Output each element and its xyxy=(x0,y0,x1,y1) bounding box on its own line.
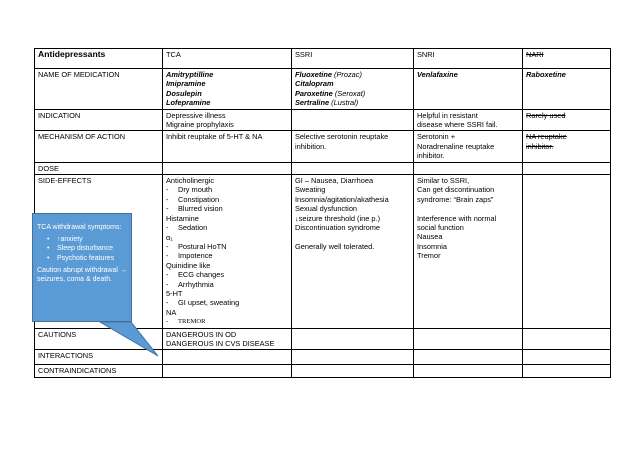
se-heading: 5-HT xyxy=(166,288,183,298)
snri-dose xyxy=(414,162,523,174)
label-contraindications: CONTRAINDICATIONS xyxy=(35,365,163,377)
callout-title: TCA withdrawal symptoms: xyxy=(37,224,122,231)
tca-withdrawal-callout xyxy=(32,213,132,322)
nari-indication: Rarely used xyxy=(523,109,611,131)
snri-side-effects xyxy=(414,175,523,329)
row-dose xyxy=(35,162,611,174)
tca-med: Lofepramine xyxy=(166,98,211,108)
nari-mechanism-line: inhibitor. xyxy=(526,141,554,151)
tca-cautions xyxy=(163,328,292,350)
row-interactions xyxy=(35,350,611,365)
tca-mechanism: Inhibit reuptake of 5-HT & NA xyxy=(163,131,292,162)
snri-medication: Venlafaxine xyxy=(414,69,523,110)
ssri-cautions xyxy=(292,328,414,350)
snri-se-line: Nausea xyxy=(417,232,443,242)
snri-se-line: Tremor xyxy=(417,251,441,261)
snri-mechanism xyxy=(414,131,523,162)
header-nari: NARI xyxy=(523,49,611,69)
ssri-interactions xyxy=(292,350,414,365)
tca-indication-line: Depressive illness xyxy=(166,110,226,120)
ssri-side-effects xyxy=(292,175,414,329)
nari-interactions xyxy=(523,350,611,365)
tca-medications xyxy=(163,69,292,110)
se-heading: α₁ xyxy=(166,232,173,242)
tca-indication xyxy=(163,109,292,131)
ssri-med: Fluoxetine xyxy=(295,70,332,79)
ssri-medications xyxy=(292,69,414,110)
row-mechanism xyxy=(35,131,611,162)
callout-item: • ↑anxiety xyxy=(57,235,128,244)
ssri-mechanism-line: inhibition. xyxy=(295,141,327,151)
ssri-med: Paroxetine xyxy=(295,88,333,98)
tca-contraindications xyxy=(163,365,292,377)
se-item: - Sedation xyxy=(166,223,288,232)
label-interactions: INTERACTIONS xyxy=(35,350,163,365)
nari-medication: Raboxetine xyxy=(523,69,611,110)
label-indication: INDICATION xyxy=(35,109,163,131)
nari-cautions xyxy=(523,328,611,350)
se-heading: NA xyxy=(166,307,177,317)
header-tca: TCA xyxy=(163,49,292,69)
se-item: - Constipation xyxy=(166,195,288,204)
ssri-se-line: Sweating xyxy=(295,185,326,195)
tca-interactions xyxy=(163,350,292,365)
tca-med: Dosulepin xyxy=(166,88,202,98)
ssri-se-line: Sexual dysfunction xyxy=(295,204,358,214)
nari-dose xyxy=(523,162,611,174)
callout-list xyxy=(37,235,128,263)
callout-caution: Caution abrupt withdrawal → seizures, coma & death. xyxy=(37,266,127,284)
header-antidepressants: Antidepressants xyxy=(35,49,163,69)
se-item: - Postural HoTN xyxy=(166,242,288,251)
snri-indication-line: Helpful in resistant xyxy=(417,110,478,120)
se-item: - Impotence xyxy=(166,251,288,260)
snri-se-line: Insomnia xyxy=(417,241,447,251)
label-side-effects: SIDE-EFFECTS xyxy=(35,175,163,329)
tca-dose xyxy=(163,162,292,174)
header-snri: SNRI xyxy=(414,49,523,69)
tca-caution-line: DANGEROUS IN OD xyxy=(166,329,237,339)
ssri-se-line: Generally well tolerated. xyxy=(295,241,375,251)
tca-indication-line: Migraine prophylaxis xyxy=(166,120,234,130)
row-indication xyxy=(35,109,611,131)
label-dose: DOSE xyxy=(35,162,163,174)
snri-indication-line: disease where SSRI fail. xyxy=(417,120,498,130)
snri-se-line xyxy=(417,204,519,213)
row-contraindications xyxy=(35,365,611,377)
nari-side-effects xyxy=(523,175,611,329)
tca-side-effects xyxy=(163,175,292,329)
ssri-mechanism-line: Selective serotonin reuptake xyxy=(295,132,389,142)
header-ssri: SSRI xyxy=(292,49,414,69)
se-item: - Arrhythmia xyxy=(166,280,288,289)
se-item: - Dry mouth xyxy=(166,185,288,194)
se-item: - GI upset, sweating xyxy=(166,298,288,307)
se-heading: Anticholinergic xyxy=(166,176,215,186)
snri-mechanism-line: inhibitor. xyxy=(417,151,445,161)
ssri-med: Sertraline xyxy=(295,98,330,108)
snri-se-line: Interference with normal xyxy=(417,213,497,223)
ssri-se-line: ↓seizure threshold (ine p.) xyxy=(295,213,381,223)
snri-se-line: Can get discontinuation xyxy=(417,185,495,195)
callout-item: • Sleep disturbance xyxy=(57,244,128,253)
tca-med: Imipramine xyxy=(166,79,206,89)
label-cautions: CAUTIONS xyxy=(35,328,163,350)
ssri-se-line: Insomnia/agitation/akathesia xyxy=(295,194,389,204)
snri-se-line: Similar to SSRI, xyxy=(417,176,470,186)
se-item: - ECG changes xyxy=(166,270,288,279)
se-item: - TREMOR xyxy=(166,317,288,326)
se-item: - Blurred vision xyxy=(166,204,288,213)
header-row xyxy=(35,49,611,69)
tca-med: Amitryptilline xyxy=(166,70,214,79)
label-name-of-medication: NAME OF MEDICATION xyxy=(35,69,163,110)
snri-cautions xyxy=(414,328,523,350)
snri-interactions xyxy=(414,350,523,365)
ssri-brand: (Seroxat) xyxy=(332,88,366,98)
ssri-contraindications xyxy=(292,365,414,377)
nari-mechanism-line: NA reuptake xyxy=(526,132,567,142)
snri-mechanism-line: Serotonin + xyxy=(417,132,456,142)
ssri-se-line: Discontinuation syndrome xyxy=(295,223,381,233)
ssri-mechanism xyxy=(292,131,414,162)
tca-caution-line: DANGEROUS IN CVS DISEASE xyxy=(166,338,275,348)
snri-se-line: syndrome: “Brain zaps” xyxy=(417,194,494,204)
ssri-indication xyxy=(292,109,414,131)
nari-contraindications xyxy=(523,365,611,377)
nari-mechanism xyxy=(523,131,611,162)
snri-mechanism-line: Noradrenaline reuptake xyxy=(417,141,495,151)
se-heading: Quinidine like xyxy=(166,260,211,270)
se-heading: Histamine xyxy=(166,213,199,223)
ssri-med: Citalopram xyxy=(295,79,334,89)
row-name-of-medication xyxy=(35,69,611,110)
callout-item: • Psychotic features xyxy=(57,254,128,263)
snri-contraindications xyxy=(414,365,523,377)
ssri-brand: (Prozac) xyxy=(331,70,362,79)
ssri-dose xyxy=(292,162,414,174)
ssri-brand: (Lustral) xyxy=(329,98,359,108)
ssri-se-line xyxy=(295,233,410,242)
snri-se-line: social function xyxy=(417,223,464,233)
label-mechanism: MECHANISM OF ACTION xyxy=(35,131,163,162)
snri-indication xyxy=(414,109,523,131)
row-cautions xyxy=(35,328,611,350)
ssri-se-line: GI – Nausea, Diarrhoea xyxy=(295,176,374,186)
